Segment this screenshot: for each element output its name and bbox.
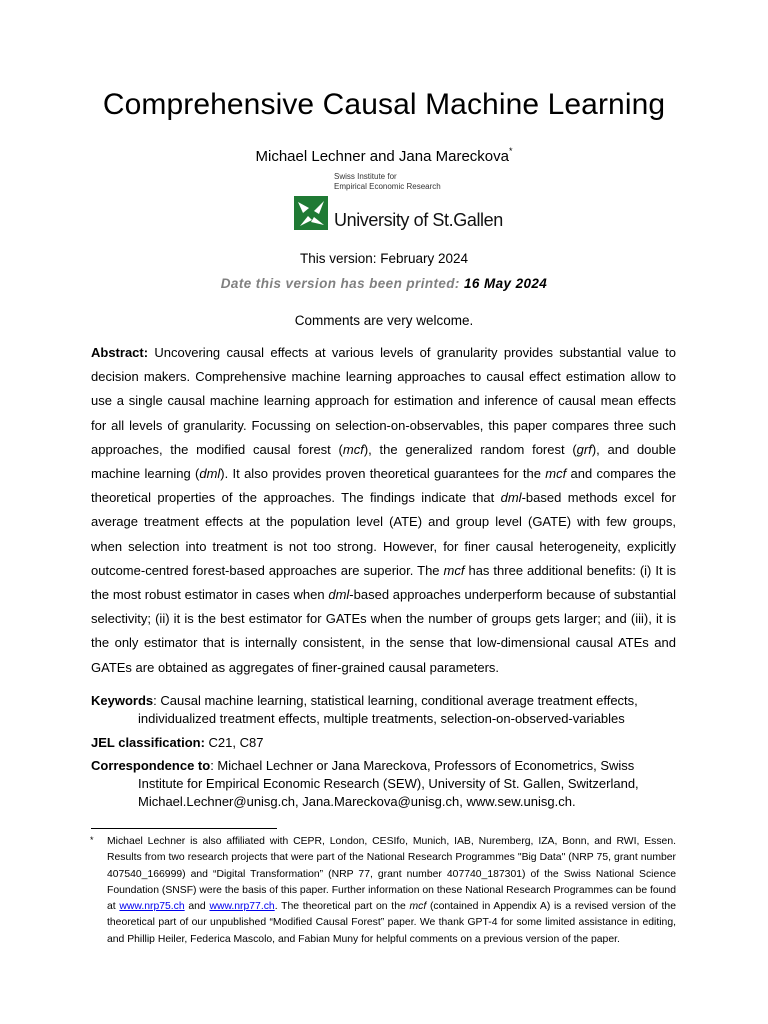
nrp77-link[interactable]: www.nrp77.ch (209, 901, 275, 913)
footnote-text: . The theoretical part on the (274, 901, 410, 913)
jel-classification (91, 734, 676, 752)
correspondence (91, 757, 676, 811)
abstract-term: dml (328, 587, 350, 603)
footnote-text: (contained in Appendix A) is a revised version of the theoretical part of our unpublished “Modified Causal Forest” paper. We thank GPT-4 for some limited assistance in editing, and Phillip Heiler, Federica Mascolo, and Fabian Muny for helpful comments on a previous version of the paper. (107, 901, 676, 945)
correspondence-label: Correspondence to (91, 758, 211, 773)
footnote-mark: * (90, 835, 94, 845)
authors: Michael Lechner and Jana Mareckova (255, 148, 509, 165)
footnote (91, 834, 676, 948)
footnote-text: Michael Lechner is also affiliated with CEPR, London, CESIfo, Munich, IAB, Nuremberg, IZA, Bonn, and RWI, Essen. Results from two research projects that were part of the National Research Programmes "Big Data" (NRP 75, grant number 407540_166999) and “Digital Transformation” (NRP 77, grant number 407740_187301) of the Swiss National Science Foundation (SNSF) were the basis of this paper. Further information on these National Research Programmes can be found at (107, 836, 676, 913)
abstract-term: mcf (342, 441, 364, 457)
abstract-term: mcf (545, 466, 567, 482)
hsg-emblem-icon (294, 196, 328, 230)
paper-title: Comprehensive Causal Machine Learning (102, 88, 666, 121)
university-logo (294, 172, 503, 234)
footnote-term: mcf (409, 901, 427, 913)
printed-label: Date this version has been printed: (220, 276, 460, 291)
abstract-text: ), the generalized random forest ( (363, 441, 577, 457)
abstract-term: mcf (443, 562, 465, 578)
footnote-text: and (184, 901, 210, 913)
logo-university-name: University of St.Gallen (334, 210, 503, 230)
keywords-label: Keywords (91, 693, 154, 708)
abstract-term: dml (199, 466, 221, 482)
abstract-text: -based methods excel for average treatment effects at the population level (ATE) and group level (GATE) with few groups, when selection into treatment is not too strong. However, for finer causal heterogeneity, explicitly outcome-centred forest-based approaches are superior. The (91, 490, 676, 578)
version-line: This version: February 2024 (299, 251, 469, 266)
logo-line-1: Swiss Institute for (334, 172, 397, 181)
footnote-divider (91, 828, 277, 829)
comments-line: Comments are very welcome. (294, 313, 474, 328)
keywords-text: : Causal machine learning, statistical learning, conditional average treatment effects, individualized treatment effects, multiple treatments, selection-on-observed-variables (138, 693, 638, 726)
jel-label: JEL classification: (91, 735, 205, 750)
abstract-text: and compares the theoretical properties of the approaches. The findings indicate that (91, 466, 676, 506)
keywords (91, 692, 676, 728)
correspondence-text: : Michael Lechner or Jana Mareckova, Professors of Econometrics, Swiss Institute for Empirical Economic Research (SEW), University of St. Gallen, Switzerland, Michael.Lechner@unisg.ch, Jana.Mareckova@unisg.ch, www.sew.unisg.ch. (138, 758, 639, 809)
printed-date-line (0, 276, 768, 291)
abstract-term: dml (500, 490, 522, 506)
abstract-text: ). It also provides proven theoretical guarantees for the (220, 466, 546, 482)
footnote-marker: * (508, 146, 513, 156)
jel-text: C21, C87 (204, 735, 264, 750)
printed-date: 16 May 2024 (464, 276, 548, 291)
abstract-text: -based approaches underperform because of substantial selectivity; (ii) it is the best estimator for GATEs when the number of groups gets larger; and (iii), it is the only estimator that is internally consistent, in the sense that low-dimensional causal ATEs and GATEs are obtained as aggregates of finer-grained causal parameters. (91, 587, 676, 675)
logo-institute-text (334, 172, 441, 192)
authors-line (0, 148, 768, 165)
abstract-text: has three additional benefits: (i) It is the most robust estimator in cases when (91, 562, 676, 603)
abstract-text: ), and double machine learning ( (91, 441, 676, 482)
abstract-label: Abstract: (91, 345, 149, 360)
abstract-text: Uncovering causal effects at various levels of granularity provides substantial value to decision makers. Comprehensive machine learning approaches to causal effect estimation allow to use a single causal machine learning approach for estimation and inference of causal mean effects for all levels of granularity. Focussing on selection-on-observables, this paper compares three such approaches, the modified causal forest ( (91, 345, 676, 457)
nrp75-link[interactable]: www.nrp75.ch (119, 901, 185, 913)
abstract (91, 341, 676, 680)
logo-line-2: Empirical Economic Research (334, 182, 441, 191)
abstract-term: grf (576, 441, 592, 457)
